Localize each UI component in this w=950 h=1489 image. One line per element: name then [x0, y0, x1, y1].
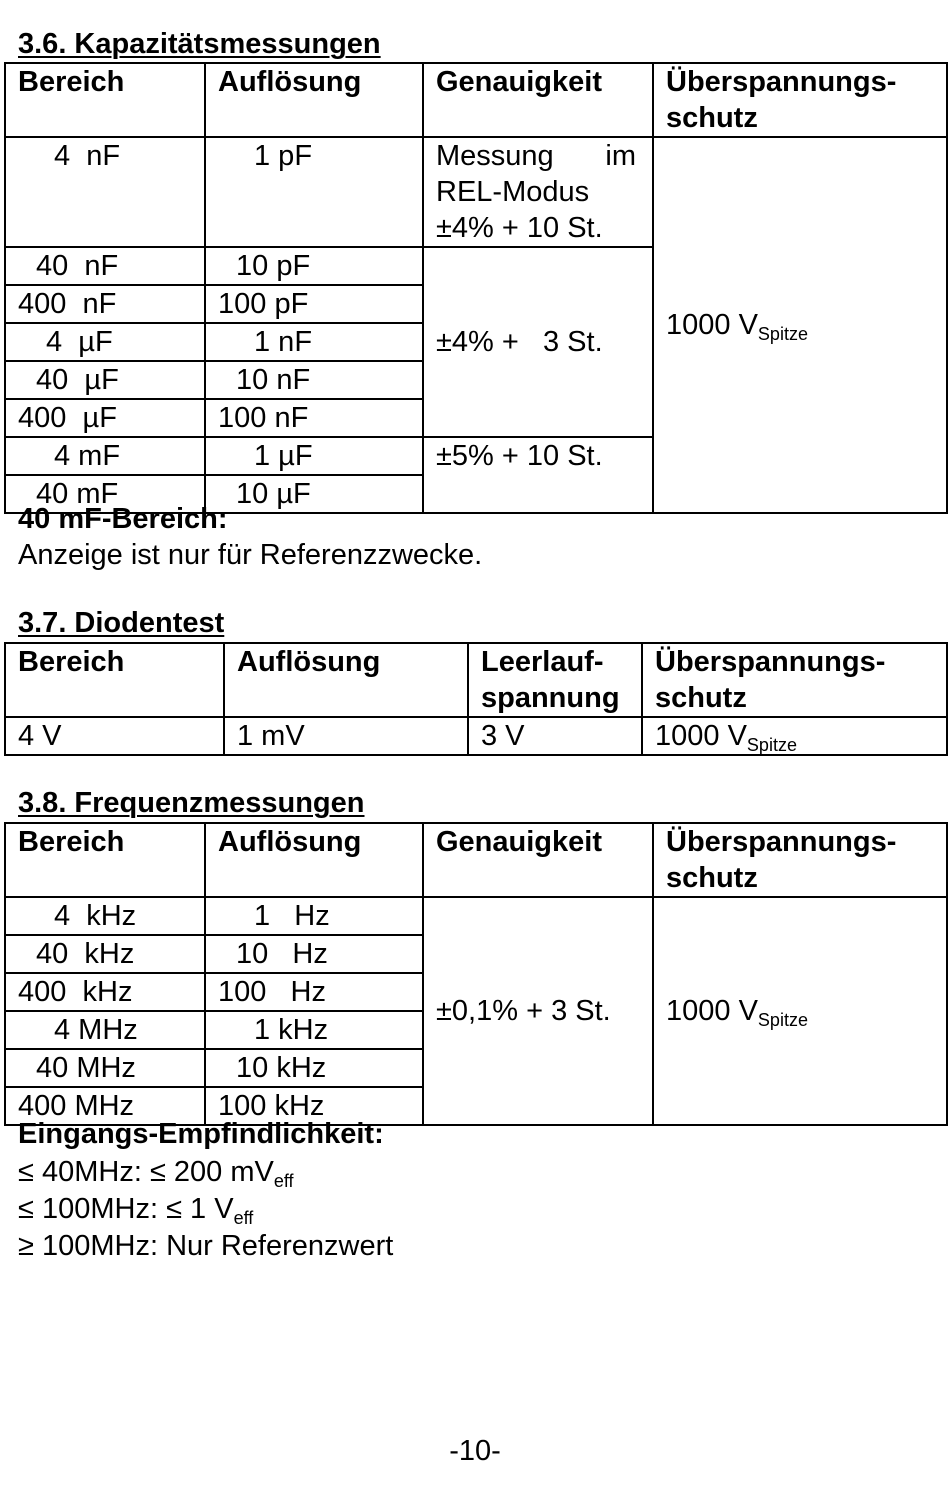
sensitivity-line: ≤ 40MHz: ≤ 200 $mV_{eff}$ [18, 1156, 294, 1191]
note-title: 40 mF-Bereich: [18, 503, 228, 535]
header-range: Bereich [5, 823, 205, 897]
section-heading-diode: 3.7. Diodentest [18, 607, 225, 639]
range-cell: 400 µF [5, 399, 205, 437]
open-voltage-cell: 3 V [468, 717, 642, 755]
overvoltage-cell: 1000 $V_{Spitze}$ [653, 137, 947, 513]
section-heading-frequency: 3.8. Frequenzmessungen [18, 787, 365, 819]
accuracy-cell: ±0,1% + 3 St. [423, 897, 653, 1125]
resolution-cell: 100 pF [205, 285, 423, 323]
note-text: Anzeige ist nur für Referenzzwecke. [18, 539, 483, 571]
accuracy-cell: ±4% + 3 St. [423, 247, 653, 437]
sensitivity-line: ≥ 100MHz: Nur Referenzwert [18, 1230, 394, 1262]
range-cell: 400 kHz [5, 973, 205, 1011]
resolution-cell: 100 kHz [205, 1087, 423, 1125]
header-open-voltage: Leerlauf- spannung [468, 643, 642, 717]
range-cell: 4 µF [5, 323, 205, 361]
resolution-cell: 1 pF [205, 137, 423, 247]
header-range: Bereich [5, 63, 205, 137]
resolution-cell: 1 µF [205, 437, 423, 475]
resolution-cell: 10 µF [205, 475, 423, 513]
resolution-cell: 10 nF [205, 361, 423, 399]
section-heading-capacitance: 3.6. Kapazitätsmessungen [18, 28, 381, 60]
overvoltage-cell: 1000 $V_{Spitze}$ [653, 897, 947, 1125]
resolution-cell: 10 pF [205, 247, 423, 285]
header-accuracy: Genauigkeit [423, 63, 653, 137]
resolution-cell: 1 kHz [205, 1011, 423, 1049]
resolution-cell: 10 kHz [205, 1049, 423, 1087]
header-overvoltage: Überspannungs- schutz [653, 63, 947, 137]
header-overvoltage: Überspannungs- schutz [653, 823, 947, 897]
range-cell: 4 nF [5, 137, 205, 247]
range-cell: 4 mF [5, 437, 205, 475]
capacitance-table [4, 62, 948, 514]
sensitivity-title: Eingangs-Empfindlichkeit: [18, 1118, 384, 1150]
overvoltage-cell: 1000 $V_{Spitze}$ [642, 717, 947, 755]
resolution-cell: 1 mV [224, 717, 468, 755]
range-cell: 4 MHz [5, 1011, 205, 1049]
resolution-cell: 100 Hz [205, 973, 423, 1011]
diode-table [4, 642, 948, 756]
range-cell: 40 kHz [5, 935, 205, 973]
range-cell: 4 V [5, 717, 224, 755]
range-cell: 400 nF [5, 285, 205, 323]
resolution-cell: 1 Hz [205, 897, 423, 935]
page-number: -10- [449, 1435, 501, 1467]
header-range: Bereich [5, 643, 224, 717]
frequency-table [4, 822, 948, 1126]
range-cell: 40 µF [5, 361, 205, 399]
header-resolution: Auflösung [224, 643, 468, 717]
sensitivity-line: ≤ 100MHz: ≤ 1 $V_{eff}$ [18, 1193, 254, 1228]
range-cell: 40 mF [5, 475, 205, 513]
range-cell: 40 nF [5, 247, 205, 285]
header-resolution: Auflösung [205, 823, 423, 897]
accuracy-cell-rel: Messung im REL-Modus ±4% + 10 St. [423, 137, 653, 247]
resolution-cell: 10 Hz [205, 935, 423, 973]
header-resolution: Auflösung [205, 63, 423, 137]
range-cell: 4 kHz [5, 897, 205, 935]
header-accuracy: Genauigkeit [423, 823, 653, 897]
resolution-cell: 1 nF [205, 323, 423, 361]
range-cell: 400 MHz [5, 1087, 205, 1125]
range-cell: 40 MHz [5, 1049, 205, 1087]
resolution-cell: 100 nF [205, 399, 423, 437]
accuracy-cell: ±5% + 10 St. [423, 437, 653, 513]
header-overvoltage: Überspannungs- schutz [642, 643, 947, 717]
